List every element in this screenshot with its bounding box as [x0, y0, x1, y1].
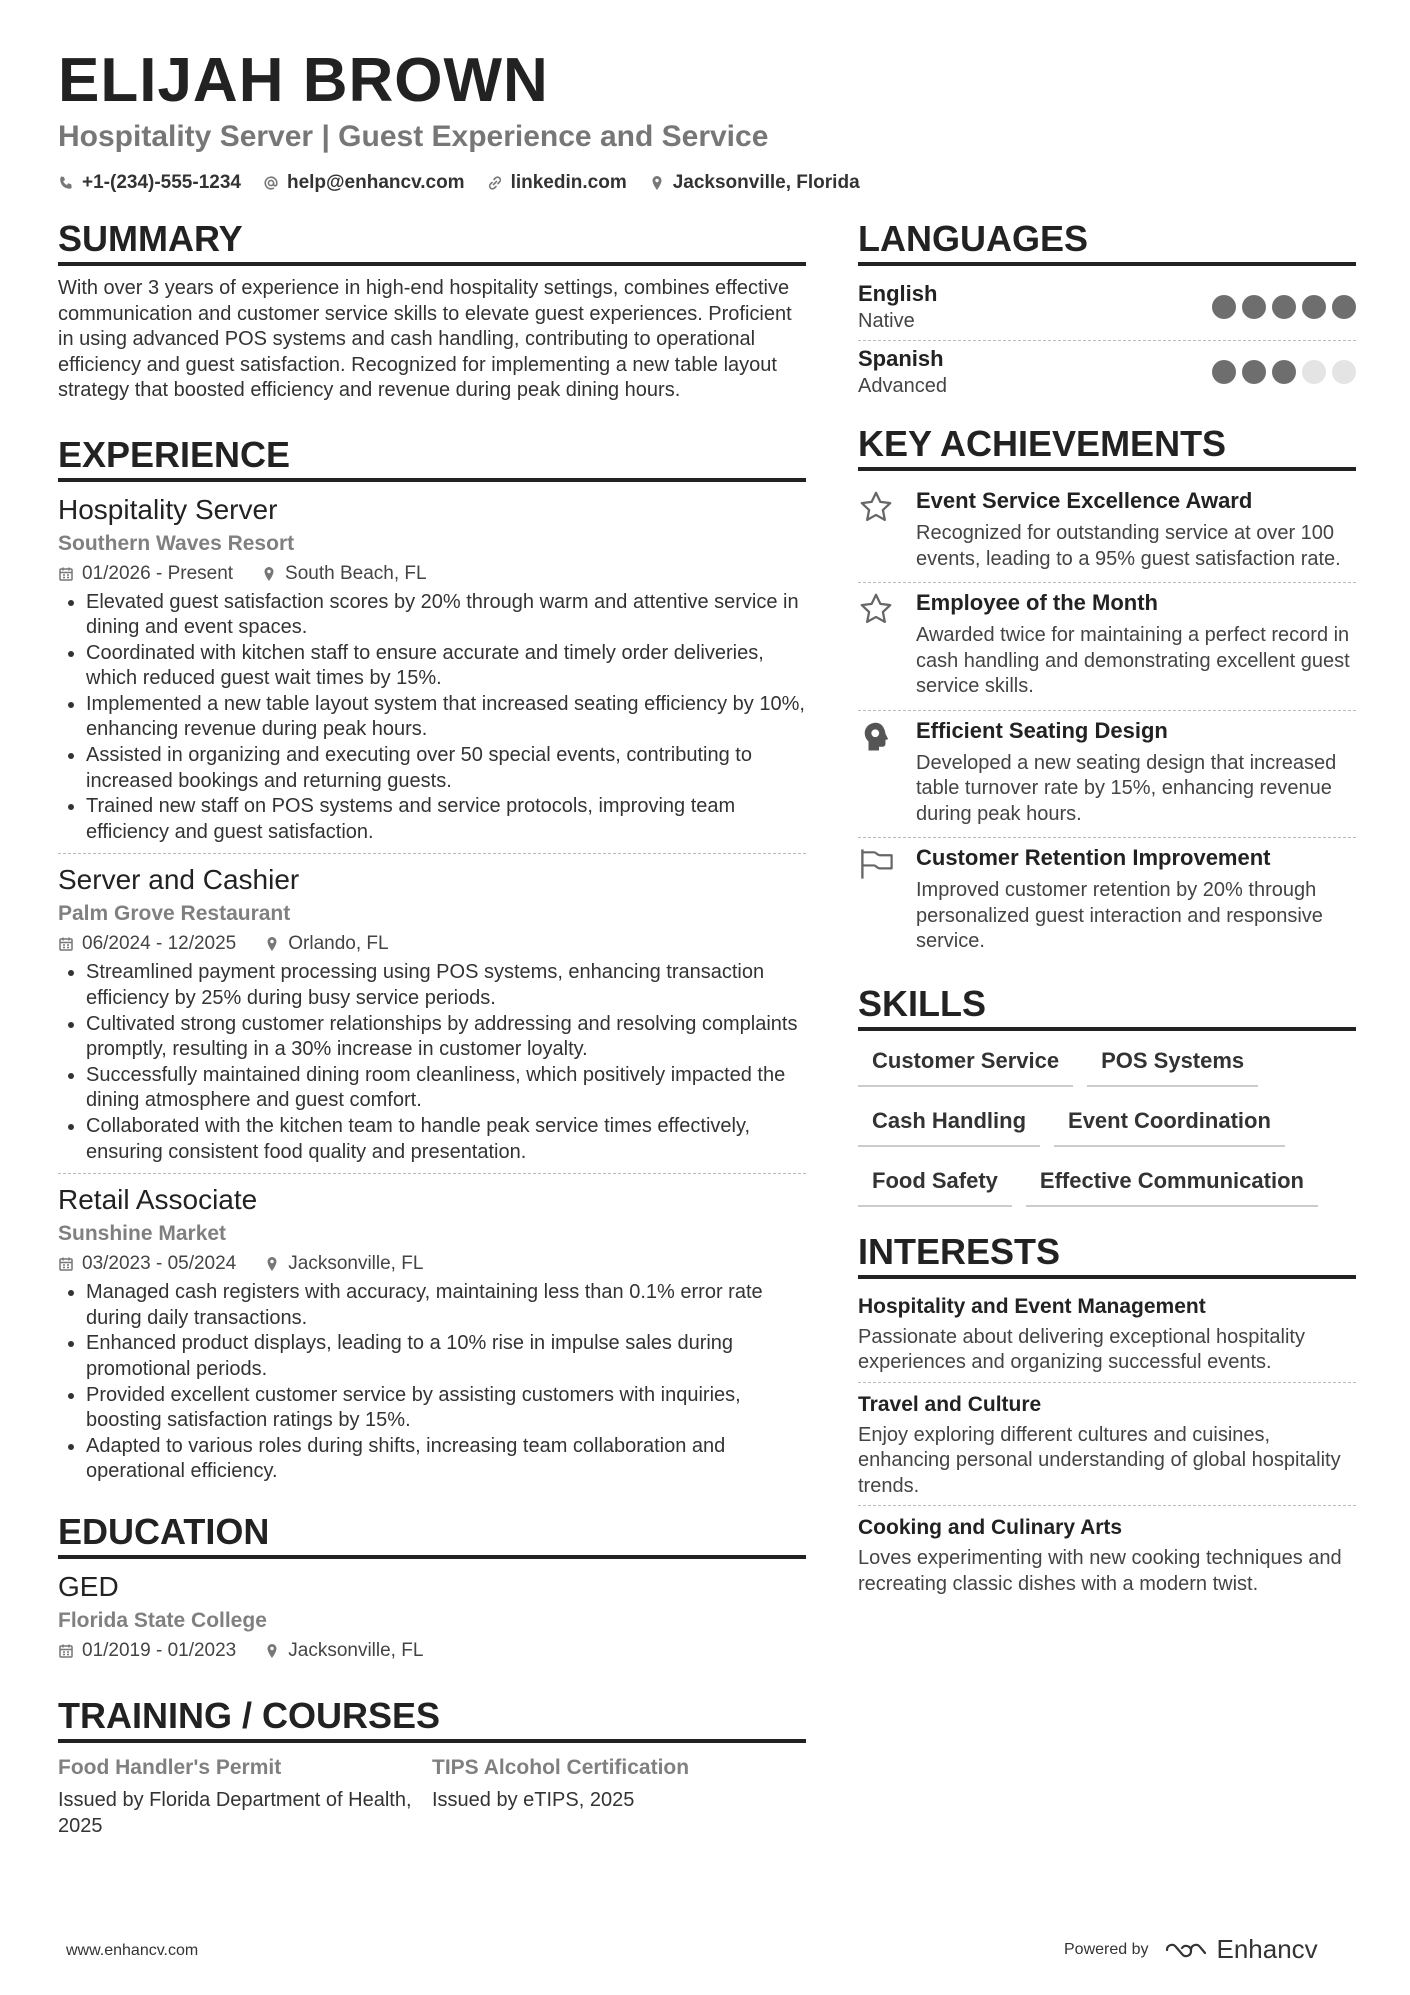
achievement-desc: Recognized for outstanding service at over 100 events, leading to a 95% guest satisfaction rate. [916, 522, 1341, 570]
enhancv-logo [1163, 1934, 1318, 1965]
calendar-icon [58, 1643, 74, 1659]
star-icon [858, 591, 894, 627]
languages-section [858, 218, 1356, 405]
achievement-desc: Improved customer retention by 20% through personalized guest interaction and responsive service. [916, 879, 1323, 952]
contact-linkedin-text: linkedin.com [510, 172, 627, 193]
language-rating [1212, 295, 1356, 319]
star-icon [858, 489, 894, 525]
job-role: Server and Cashier [58, 864, 300, 896]
education-location: Jacksonville, FL [288, 1639, 424, 1661]
interest-title: Travel and Culture [858, 1392, 1042, 1416]
interest-item [858, 1387, 1356, 1507]
job-dates: 01/2026 - Present [82, 562, 234, 584]
interest-item [858, 1289, 1356, 1383]
language-level: Advanced [858, 375, 947, 397]
job-bullets [58, 960, 806, 1165]
rating-dot [1302, 360, 1326, 384]
language-name: English [858, 281, 938, 306]
location-pin-icon [264, 1256, 280, 1272]
achievements-section [858, 423, 1356, 965]
interest-desc: Enjoy exploring different cultures and cuisines, enhancing personal understanding of global hospitality trends. [858, 1423, 1341, 1497]
job-bullet: • Collaborated with the kitchen team to handle peak service times effectively, ensuring consistent food quality and presentation. [86, 1114, 806, 1165]
job-company: Southern Waves Resort [58, 531, 295, 555]
rating-dot [1332, 295, 1356, 319]
job-location: Orlando, FL [288, 933, 389, 955]
headline: Hospitality Server | Guest Experience and Service [58, 120, 769, 153]
location-pin-icon [264, 936, 280, 952]
course-title: TIPS Alcohol Certification [432, 1755, 690, 1779]
language-item [858, 276, 1356, 341]
job-bullet: • Assisted in organizing and executing over 50 special events, contributing to increased bookings and returning guests. [86, 743, 806, 794]
right-column [858, 218, 1356, 1607]
course-title: Food Handler's Permit [58, 1755, 282, 1779]
contact-email[interactable] [263, 170, 465, 196]
job-entry [58, 862, 806, 1174]
achievement-desc: Awarded twice for maintaining a perfect record in cash handling and demonstrating excellent guest service skills. [916, 624, 1350, 697]
skill-tag: Customer Service [858, 1041, 1073, 1087]
course-desc: Issued by Florida Department of Health, 2025 [58, 1788, 412, 1837]
achievement-title: Event Service Excellence Award [916, 488, 1253, 513]
job-role: Hospitality Server [58, 493, 278, 525]
education-title: EDUCATION [58, 1511, 806, 1559]
rating-dot [1272, 360, 1296, 384]
contact-bar [58, 170, 860, 196]
achievement-item [858, 481, 1356, 583]
job-meta [58, 1250, 806, 1278]
contact-linkedin[interactable] [487, 170, 627, 196]
achievements-title: KEY ACHIEVEMENTS [858, 423, 1356, 471]
skills-title: SKILLS [858, 983, 1356, 1031]
head-idea-icon [858, 719, 894, 755]
left-column [58, 218, 806, 1839]
interest-item [858, 1510, 1356, 1603]
location-pin-icon [261, 566, 277, 582]
experience-title: EXPERIENCE [58, 434, 806, 482]
job-bullet: • Coordinated with kitchen staff to ensure accurate and timely order deliveries, which reduced guest wait times by 15%. [86, 641, 806, 692]
interest-title: Hospitality and Event Management [858, 1294, 1206, 1318]
job-bullet: • Provided excellent customer service by assisting customers with inquiries, boosting satisfaction ratings by 15%. [86, 1383, 806, 1434]
achievement-title: Employee of the Month [916, 590, 1158, 615]
calendar-icon [58, 936, 74, 952]
job-meta [58, 930, 806, 958]
education-meta [58, 1637, 806, 1665]
language-rating [1212, 360, 1356, 384]
job-bullets [58, 590, 806, 846]
summary-text: With over 3 years of experience in high-end hospitality settings, combines effective communication and customer service skills to elevate guest experiences. Proficient in using advanced POS systems and cash handling, contributing to operational efficiency and guest satisfaction. Recognized for implementing a new table layout strategy that boosted efficiency and revenue during peak dining hours. [58, 277, 792, 401]
contact-phone-text: +1-(234)-555-1234 [82, 172, 241, 193]
job-bullet: • Successfully maintained dining room cleanliness, which positively impacted the dining atmosphere and guest comfort. [86, 1063, 806, 1114]
flag-icon [858, 846, 896, 882]
job-dates: 06/2024 - 12/2025 [82, 933, 237, 955]
job-entry [58, 492, 806, 855]
education-school: Florida State College [58, 1608, 267, 1632]
rating-dot [1242, 295, 1266, 319]
job-bullet: • Managed cash registers with accuracy, maintaining less than 0.1% error rate during daily transactions. [86, 1280, 806, 1331]
skill-tag: Cash Handling [858, 1101, 1040, 1147]
education-section [58, 1511, 806, 1665]
job-bullet: • Implemented a new table layout system that increased seating efficiency by 10%, enhancing revenue during peak hours. [86, 692, 806, 743]
job-location: South Beach, FL [285, 562, 427, 584]
enhancv-logo-icon [1163, 1938, 1209, 1962]
rating-dot [1302, 295, 1326, 319]
achievement-item [858, 711, 1356, 839]
experience-section [58, 434, 806, 1493]
job-company: Sunshine Market [58, 1222, 227, 1246]
course-item [58, 1753, 432, 1839]
footer-website[interactable]: www.enhancv.com [66, 1942, 199, 1959]
language-level: Native [858, 310, 915, 332]
interest-title: Cooking and Culinary Arts [858, 1516, 1123, 1539]
course-desc: Issued by eTIPS, 2025 [432, 1788, 635, 1811]
skill-tag: Event Coordination [1054, 1101, 1285, 1147]
job-meta [58, 560, 806, 588]
job-entry [58, 1182, 806, 1493]
job-bullet: • Trained new staff on POS systems and service protocols, improving team efficiency and guest satisfaction. [86, 794, 806, 845]
rating-dot [1212, 295, 1236, 319]
job-bullet: • Streamlined payment processing using POS systems, enhancing transaction efficiency by 25% during busy service periods. [86, 960, 806, 1011]
link-icon [487, 175, 503, 191]
rating-dot [1212, 360, 1236, 384]
skill-tag: POS Systems [1087, 1041, 1258, 1087]
rating-dot [1242, 360, 1266, 384]
achievement-desc: Developed a new seating design that increased table turnover rate by 15%, enhancing revenue during peak hours. [916, 751, 1337, 825]
job-bullet: • Adapted to various roles during shifts, increasing team collaboration and operational efficiency. [86, 1434, 806, 1485]
brand-name: Enhancv [1216, 1934, 1318, 1964]
achievement-item [858, 838, 1356, 965]
job-company: Palm Grove Restaurant [58, 902, 291, 926]
interest-desc: Passionate about delivering exceptional hospitality experiences and organizing successful events. [858, 1325, 1305, 1373]
job-bullet: • Elevated guest satisfaction scores by 20% through warm and attentive service in dining and event spaces. [86, 590, 806, 641]
rating-dot [1332, 360, 1356, 384]
job-role: Retail Associate [58, 1184, 258, 1216]
skill-tag: Food Safety [858, 1161, 1012, 1207]
training-title: TRAINING / COURSES [58, 1695, 806, 1743]
job-bullet: • Cultivated strong customer relationships by addressing and resolving complaints promptly, resulting in a 30% increase in customer loyalty. [86, 1012, 806, 1063]
footer-branding[interactable] [1064, 1934, 1318, 1965]
location-pin-icon [649, 175, 665, 191]
summary-section [58, 218, 806, 404]
languages-title: LANGUAGES [858, 218, 1356, 266]
location-pin-icon [264, 1643, 280, 1659]
summary-title: SUMMARY [58, 218, 806, 266]
training-section [58, 1695, 806, 1839]
contact-location-text: Jacksonville, Florida [672, 172, 860, 193]
contact-phone[interactable] [58, 170, 241, 196]
achievement-title: Efficient Seating Design [916, 717, 1168, 743]
language-name: Spanish [858, 346, 944, 371]
interests-section [858, 1231, 1356, 1604]
rating-dot [1272, 295, 1296, 319]
achievement-title: Customer Retention Improvement [916, 845, 1271, 870]
interests-title: INTERESTS [858, 1231, 1356, 1279]
job-location: Jacksonville, FL [288, 1253, 424, 1275]
skills-section [858, 983, 1356, 1207]
contact-location [649, 170, 860, 196]
skill-tag: Effective Communication [1026, 1161, 1318, 1207]
calendar-icon [58, 1256, 74, 1272]
calendar-icon [58, 566, 74, 582]
education-degree: GED [58, 1570, 119, 1602]
at-icon [263, 175, 279, 191]
phone-icon [58, 175, 74, 191]
job-bullet: • Enhanced product displays, leading to a 10% rise in impulse sales during promotional periods. [86, 1331, 806, 1382]
skill-list [858, 1041, 1356, 1207]
contact-email-text: help@enhancv.com [286, 172, 465, 193]
education-dates: 01/2019 - 01/2023 [82, 1639, 237, 1661]
powered-by-label: Powered by [1064, 1940, 1149, 1958]
candidate-name: ELIJAH BROWN [58, 46, 549, 115]
language-item [858, 341, 1356, 405]
course-list [58, 1753, 806, 1839]
interest-desc: Loves experimenting with new cooking techniques and recreating classic dishes with a modern twist. [858, 1547, 1342, 1595]
achievement-item [858, 583, 1356, 711]
job-bullets [58, 1280, 806, 1485]
job-dates: 03/2023 - 05/2024 [82, 1253, 237, 1275]
course-item [432, 1753, 806, 1839]
